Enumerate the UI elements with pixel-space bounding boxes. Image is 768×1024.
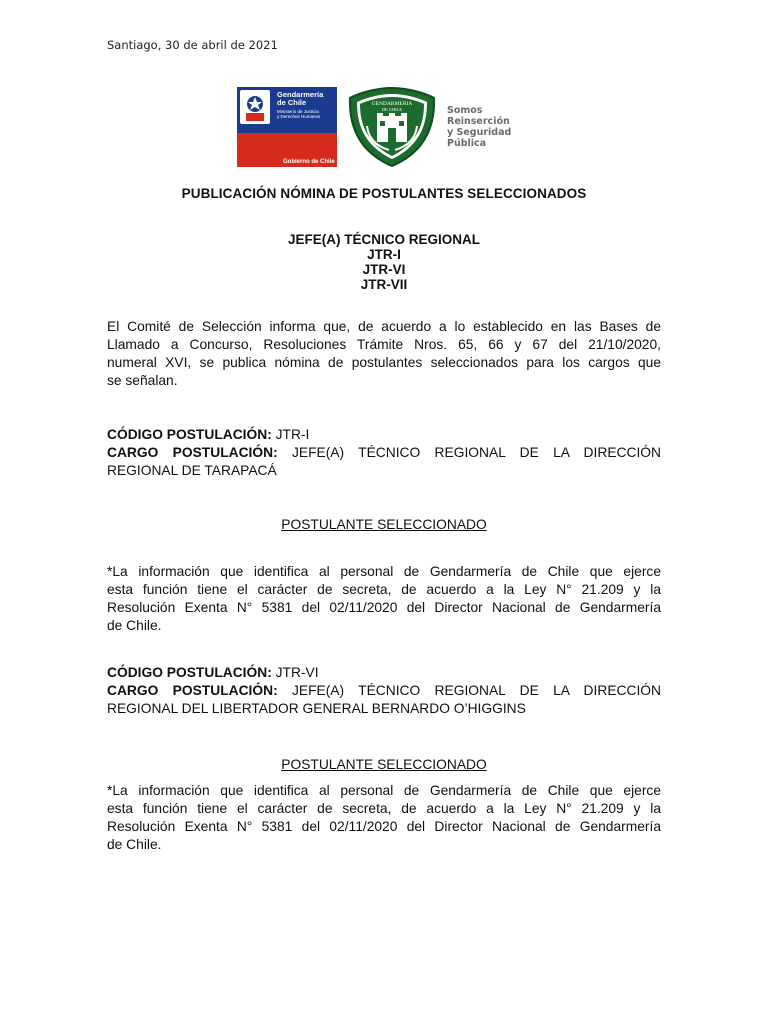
code-label: CÓDIGO POSTULACIÓN:: [107, 665, 272, 680]
paragraph-line: se señalan.: [107, 373, 178, 388]
cargo-line: [107, 444, 661, 462]
svg-text:y Derechos Humanos: y Derechos Humanos: [277, 114, 321, 119]
cargo-line: [107, 682, 661, 700]
slogan-line: y Seguridad: [447, 127, 512, 138]
paragraph-line: Resolución Exenta N° 5381 del 02/11/2020 del Director Nacional de Gendarmería: [107, 819, 661, 834]
document-date: Santiago, 30 de abril de 2021: [107, 38, 278, 52]
paragraph-line: *La información que identifica al personal de Gendarmería de Chile que ejerce: [107, 564, 661, 579]
cargo-label: CARGO POSTULACIÓN:: [107, 445, 278, 460]
code-line: [107, 426, 661, 444]
confidentiality-note: [107, 782, 661, 854]
svg-text:de Chile: de Chile: [277, 98, 307, 107]
code-label: CÓDIGO POSTULACIÓN:: [107, 427, 272, 442]
gobierno-de-chile-logo: [237, 87, 337, 167]
header-logos: [237, 86, 517, 168]
svg-text:Ministerio de Justicia: Ministerio de Justicia: [277, 109, 319, 114]
svg-text:Gendarmería: Gendarmería: [277, 90, 324, 99]
cargo-value: JEFE(A) TÉCNICO REGIONAL DE LA DIRECCIÓN: [291, 683, 661, 698]
cargo-value: JEFE(A) TÉCNICO REGIONAL DE LA DIRECCIÓN: [291, 445, 661, 460]
selected-candidate-heading: POSTULANTE SELECCIONADO: [281, 757, 487, 772]
slogan-line: Pública: [447, 138, 487, 149]
cargo-line-continued: REGIONAL DEL LIBERTADOR GENERAL BERNARDO O’HIGGINS: [107, 701, 526, 716]
confidentiality-note: [107, 563, 661, 635]
paragraph-line: Resolución Exenta N° 5381 del 02/11/2020 del Director Nacional de Gendarmería: [107, 600, 661, 615]
section-jtr-i: [107, 426, 661, 480]
cargo-line-continued: REGIONAL DE TARAPACÁ: [107, 463, 277, 478]
paragraph-line: numeral XVI, se publica nómina de postulantes seleccionados para los cargos que: [107, 355, 661, 370]
code-line: [107, 664, 661, 682]
gendarmeria-shield-logo: [347, 86, 437, 168]
paragraph-line: El Comité de Selección informa que, de acuerdo a lo establecido en las Bases de: [107, 319, 661, 334]
job-code: JTR-VII: [360, 277, 408, 292]
job-heading: [0, 232, 768, 292]
slogan-line: Somos: [447, 105, 483, 116]
job-name: JEFE(A) TÉCNICO REGIONAL: [287, 232, 480, 247]
paragraph-line: esta función tiene el carácter de secreta, de acuerdo a la Ley N° 21.209 y la: [107, 582, 661, 597]
paragraph-line: esta función tiene el carácter de secreta, de acuerdo a la Ley N° 21.209 y la: [107, 801, 661, 816]
paragraph-line: *La información que identifica al personal de Gendarmería de Chile que ejerce: [107, 783, 661, 798]
slogan-line: Reinserción: [447, 116, 510, 127]
document-title: PUBLICACIÓN NÓMINA DE POSTULANTES SELECCIONADOS: [181, 186, 587, 201]
svg-text:GENDARMERIA: GENDARMERIA: [371, 101, 413, 107]
intro-paragraph: [107, 318, 661, 390]
code-value: JTR-I: [275, 427, 310, 442]
paragraph-line: de Chile.: [107, 618, 162, 633]
institution-slogan: [447, 105, 511, 149]
job-code: JTR-I: [367, 247, 401, 262]
paragraph-line: de Chile.: [107, 837, 162, 852]
selected-candidate-heading: POSTULANTE SELECCIONADO: [281, 517, 487, 532]
code-value: JTR-VI: [275, 665, 319, 680]
cargo-label: CARGO POSTULACIÓN:: [107, 683, 278, 698]
svg-text:Gobierno de Chile: Gobierno de Chile: [283, 159, 335, 165]
job-code: JTR-VI: [362, 262, 406, 277]
svg-text:DE CHILE: DE CHILE: [381, 107, 403, 112]
section-jtr-vi: [107, 664, 661, 718]
paragraph-line: Llamado a Concurso, Resoluciones Trámite Nros. 65, 66 y 67 del 21/10/2020,: [107, 337, 661, 352]
